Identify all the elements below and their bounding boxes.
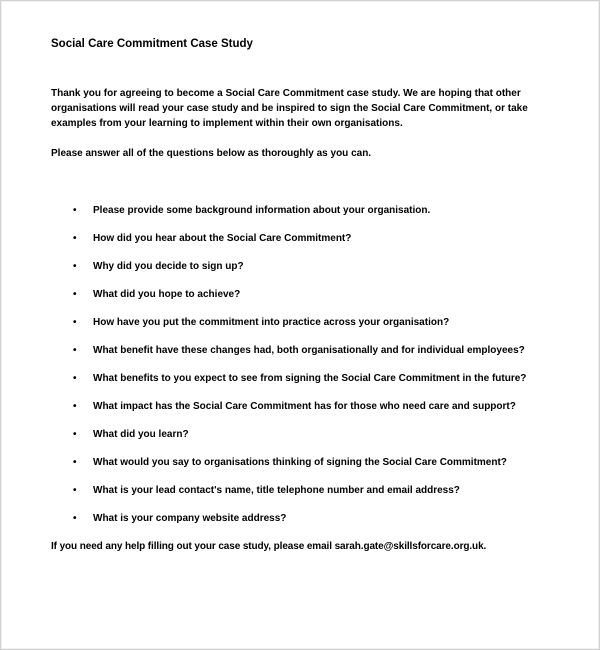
question-item bbox=[51, 511, 555, 527]
question-text: How did you hear about the Social Care Commitment? bbox=[93, 233, 352, 244]
question-item bbox=[51, 259, 555, 275]
bullet-icon: • bbox=[73, 373, 77, 384]
bullet-icon: • bbox=[73, 345, 77, 356]
help-note-text: If you need any help filling out your case study, please email bbox=[51, 541, 335, 552]
question-item bbox=[51, 315, 555, 331]
intro-paragraph: Thank you for agreeing to become a Social Care Commitment case study. We are hoping that other organisations will read your case study and be inspired to sign the Social Care Commitment, or take examples from your learning to implement within their own organisations. bbox=[51, 88, 528, 129]
bullet-icon: • bbox=[73, 289, 77, 300]
question-item bbox=[51, 231, 555, 247]
question-text: What is your company website address? bbox=[93, 513, 287, 524]
bullet-icon: • bbox=[73, 429, 77, 440]
question-item bbox=[51, 287, 555, 303]
question-item bbox=[51, 371, 555, 387]
question-item bbox=[51, 427, 555, 443]
bullet-icon: • bbox=[73, 485, 77, 496]
question-text: What would you say to organisations thinking of signing the Social Care Commitment? bbox=[93, 457, 507, 468]
help-note bbox=[51, 539, 555, 554]
question-text: What did you learn? bbox=[93, 429, 189, 440]
question-text: What did you hope to achieve? bbox=[93, 289, 241, 300]
bullet-icon: • bbox=[73, 261, 77, 272]
question-item bbox=[51, 203, 555, 219]
help-note-period: . bbox=[483, 541, 487, 552]
bullet-icon: • bbox=[73, 401, 77, 412]
bullet-icon: • bbox=[73, 513, 77, 524]
question-text: How have you put the commitment into practice across your organisation? bbox=[93, 317, 450, 328]
question-text: What impact has the Social Care Commitment has for those who need care and support? bbox=[93, 401, 516, 412]
bullet-icon: • bbox=[73, 457, 77, 468]
bullet-icon: • bbox=[73, 205, 77, 216]
question-item bbox=[51, 343, 555, 359]
questions-list bbox=[51, 203, 555, 527]
question-text: Why did you decide to sign up? bbox=[93, 261, 244, 272]
instruction-text: Please answer all of the questions below as thoroughly as you can. bbox=[51, 148, 372, 159]
question-item bbox=[51, 399, 555, 415]
page-title: Social Care Commitment Case Study bbox=[51, 38, 253, 50]
question-item bbox=[51, 455, 555, 471]
question-text: Please provide some background information about your organisation. bbox=[93, 205, 431, 216]
contact-email: sarah.gate@skillsforcare.org.uk bbox=[334, 541, 484, 552]
question-item bbox=[51, 483, 555, 499]
document-content bbox=[1, 1, 599, 554]
bullet-icon: • bbox=[73, 317, 77, 328]
question-text: What benefit have these changes had, both organisationally and for individual employees? bbox=[93, 345, 525, 356]
bullet-icon: • bbox=[73, 233, 77, 244]
question-text: What is your lead contact's name, title telephone number and email address? bbox=[93, 485, 460, 496]
question-text: What benefits to you expect to see from signing the Social Care Commitment in the future? bbox=[93, 373, 527, 384]
